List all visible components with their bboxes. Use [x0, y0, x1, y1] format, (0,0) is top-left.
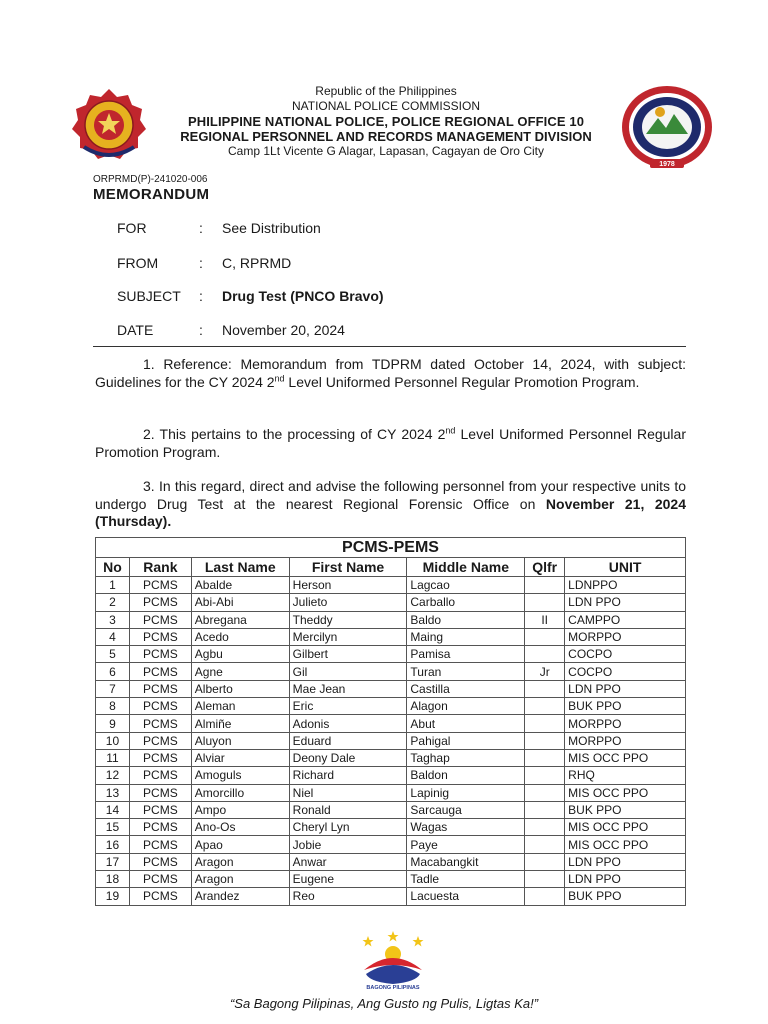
middle-name-cell: Maing	[407, 628, 525, 645]
first-name-cell: Adonis	[289, 715, 407, 732]
last-name-cell: Amorcillo	[191, 784, 289, 801]
middle-name-cell: Carballo	[407, 594, 525, 611]
letterhead-office: PHILIPPINE NATIONAL POLICE, POLICE REGIONAL OFFICE 10	[187, 114, 585, 129]
table-row	[96, 698, 686, 715]
table-row	[96, 836, 686, 853]
qualifier-cell	[525, 680, 565, 697]
table-row	[96, 767, 686, 784]
table-row	[96, 801, 686, 818]
first-name-cell: Gilbert	[289, 646, 407, 663]
first-name-cell: Theddy	[289, 611, 407, 628]
table-row	[96, 853, 686, 870]
rank-cell: PCMS	[129, 663, 191, 680]
last-name-cell: Acedo	[191, 628, 289, 645]
paragraph-2-text-b: Level Uniformed Personnel Regular Promotion Program.	[95, 426, 686, 460]
last-name-cell: Alberto	[191, 680, 289, 697]
qualifier-cell	[525, 784, 565, 801]
table-body	[96, 577, 686, 906]
last-name-cell: Amoguls	[191, 767, 289, 784]
middle-name-cell: Tadle	[407, 871, 525, 888]
first-name-cell: Eugene	[289, 871, 407, 888]
unit-cell: MORPPO	[565, 732, 686, 749]
middle-name-cell: Lacuesta	[407, 888, 525, 905]
subject-label: SUBJECT	[117, 288, 181, 304]
middle-name-cell: Taghap	[407, 749, 525, 766]
last-name-cell: Aleman	[191, 698, 289, 715]
row-number-cell: 1	[96, 577, 130, 594]
middle-name-cell: Baldo	[407, 611, 525, 628]
qualifier-cell	[525, 732, 565, 749]
first-name-cell: Herson	[289, 577, 407, 594]
column-header: UNIT	[565, 558, 686, 577]
unit-cell: BUK PPO	[565, 888, 686, 905]
middle-name-cell: Abut	[407, 715, 525, 732]
row-number-cell: 2	[96, 594, 130, 611]
table-row	[96, 819, 686, 836]
table-row	[96, 611, 686, 628]
table-row	[96, 784, 686, 801]
last-name-cell: Aluyon	[191, 732, 289, 749]
header-divider	[93, 346, 686, 347]
unit-cell: LDNPPO	[565, 577, 686, 594]
reference-code: ORPRMD(P)-241020-006	[93, 174, 208, 185]
rank-cell: PCMS	[129, 680, 191, 697]
subject-colon: :	[199, 288, 203, 304]
first-name-cell: Eric	[289, 698, 407, 715]
row-number-cell: 11	[96, 749, 130, 766]
seal-year: 1978	[659, 161, 675, 168]
unit-cell: LDN PPO	[565, 853, 686, 870]
table-title: PCMS-PEMS	[96, 538, 686, 558]
rank-cell: PCMS	[129, 871, 191, 888]
rank-cell: PCMS	[129, 853, 191, 870]
qualifier-cell	[525, 888, 565, 905]
middle-name-cell: Turan	[407, 663, 525, 680]
row-number-cell: 13	[96, 784, 130, 801]
table-row	[96, 628, 686, 645]
qualifier-cell	[525, 801, 565, 818]
qualifier-cell: II	[525, 611, 565, 628]
column-header: No	[96, 558, 130, 577]
unit-cell: CAMPPO	[565, 611, 686, 628]
last-name-cell: Aragon	[191, 853, 289, 870]
table-row	[96, 646, 686, 663]
middle-name-cell: Pahigal	[407, 732, 525, 749]
rank-cell: PCMS	[129, 646, 191, 663]
bagong-pilipinas-logo-icon	[356, 930, 430, 990]
rank-cell: PCMS	[129, 698, 191, 715]
qualifier-cell	[525, 577, 565, 594]
footer-slogan: “Sa Bagong Pilipinas, Ang Gusto ng Pulis, Ligtas Ka!”	[229, 996, 539, 1011]
table-header-row	[96, 558, 686, 577]
qualifier-cell	[525, 749, 565, 766]
column-header: Rank	[129, 558, 191, 577]
table-row	[96, 749, 686, 766]
unit-cell: RHQ	[565, 767, 686, 784]
unit-cell: MIS OCC PPO	[565, 836, 686, 853]
middle-name-cell: Alagon	[407, 698, 525, 715]
row-number-cell: 15	[96, 819, 130, 836]
rank-cell: PCMS	[129, 801, 191, 818]
unit-cell: LDN PPO	[565, 680, 686, 697]
first-name-cell: Niel	[289, 784, 407, 801]
qualifier-cell	[525, 646, 565, 663]
paragraph-2	[95, 426, 686, 461]
row-number-cell: 18	[96, 871, 130, 888]
first-name-cell: Anwar	[289, 853, 407, 870]
unit-cell: MORPPO	[565, 628, 686, 645]
date-colon: :	[199, 322, 203, 338]
row-number-cell: 12	[96, 767, 130, 784]
middle-name-cell: Macabangkit	[407, 853, 525, 870]
qualifier-cell	[525, 871, 565, 888]
from-colon: :	[199, 255, 203, 271]
middle-name-cell: Wagas	[407, 819, 525, 836]
middle-name-cell: Baldon	[407, 767, 525, 784]
rank-cell: PCMS	[129, 715, 191, 732]
for-label: FOR	[117, 220, 147, 236]
for-colon: :	[199, 220, 203, 236]
rank-cell: PCMS	[129, 819, 191, 836]
from-value: C, RPRMD	[222, 255, 292, 271]
first-name-cell: Mercilyn	[289, 628, 407, 645]
first-name-cell: Deony Dale	[289, 749, 407, 766]
row-number-cell: 9	[96, 715, 130, 732]
unit-cell: MIS OCC PPO	[565, 749, 686, 766]
pnp-seal-icon	[70, 87, 148, 165]
middle-name-cell: Castilla	[407, 680, 525, 697]
first-name-cell: Gil	[289, 663, 407, 680]
qualifier-cell	[525, 853, 565, 870]
rank-cell: PCMS	[129, 577, 191, 594]
from-label: FROM	[117, 255, 159, 271]
qualifier-cell	[525, 628, 565, 645]
middle-name-cell: Sarcauga	[407, 801, 525, 818]
rank-cell: PCMS	[129, 732, 191, 749]
row-number-cell: 16	[96, 836, 130, 853]
first-name-cell: Eduard	[289, 732, 407, 749]
last-name-cell: Alviar	[191, 749, 289, 766]
middle-name-cell: Paye	[407, 836, 525, 853]
unit-cell: LDN PPO	[565, 594, 686, 611]
rank-cell: PCMS	[129, 628, 191, 645]
subject-value: Drug Test (PNCO Bravo)	[222, 288, 384, 304]
last-name-cell: Abalde	[191, 577, 289, 594]
row-number-cell: 17	[96, 853, 130, 870]
qualifier-cell	[525, 767, 565, 784]
row-number-cell: 7	[96, 680, 130, 697]
memo-title: MEMORANDUM	[93, 186, 210, 203]
letterhead	[150, 84, 622, 159]
first-name-cell: Julieto	[289, 594, 407, 611]
table-row	[96, 732, 686, 749]
paragraph-1-sup: nd	[274, 372, 285, 383]
rank-cell: PCMS	[129, 749, 191, 766]
row-number-cell: 3	[96, 611, 130, 628]
rank-cell: PCMS	[129, 594, 191, 611]
qualifier-cell	[525, 698, 565, 715]
rank-cell: PCMS	[129, 836, 191, 853]
last-name-cell: Aragon	[191, 871, 289, 888]
table-row	[96, 680, 686, 697]
last-name-cell: Arandez	[191, 888, 289, 905]
letterhead-division: REGIONAL PERSONNEL AND RECORDS MANAGEMENT DIVISION	[180, 129, 592, 144]
unit-cell: MORPPO	[565, 715, 686, 732]
last-name-cell: Abi-Abi	[191, 594, 289, 611]
unit-cell: MIS OCC PPO	[565, 784, 686, 801]
last-name-cell: Almiñe	[191, 715, 289, 732]
row-number-cell: 14	[96, 801, 130, 818]
unit-cell: LDN PPO	[565, 871, 686, 888]
first-name-cell: Richard	[289, 767, 407, 784]
middle-name-cell: Lagcao	[407, 577, 525, 594]
paragraph-3-date: November 21, 2024 (Thursday).	[95, 495, 686, 529]
row-number-cell: 8	[96, 698, 130, 715]
column-header: Last Name	[191, 558, 289, 577]
last-name-cell: Agbu	[191, 646, 289, 663]
rank-cell: PCMS	[129, 611, 191, 628]
qualifier-cell	[525, 836, 565, 853]
rank-cell: PCMS	[129, 784, 191, 801]
letterhead-address: Camp 1Lt Vicente G Alagar, Lapasan, Cagayan de Oro City	[228, 144, 544, 158]
unit-cell: COCPO	[565, 663, 686, 680]
last-name-cell: Agne	[191, 663, 289, 680]
paragraph-3-text: 3. In this regard, direct and advise the following personnel from your respective units to undergo Drug Test at the nearest Regional Forensic Office on	[95, 478, 686, 512]
row-number-cell: 19	[96, 888, 130, 905]
paragraph-1-text-b: Level Uniformed Personnel Regular Promotion Program.	[284, 373, 640, 390]
rank-cell: PCMS	[129, 888, 191, 905]
qualifier-cell	[525, 594, 565, 611]
row-number-cell: 5	[96, 646, 130, 663]
last-name-cell: Abregana	[191, 611, 289, 628]
table-row	[96, 663, 686, 680]
row-number-cell: 10	[96, 732, 130, 749]
last-name-cell: Ano-Os	[191, 819, 289, 836]
first-name-cell: Reo	[289, 888, 407, 905]
first-name-cell: Ronald	[289, 801, 407, 818]
personnel-table	[95, 537, 686, 906]
qualifier-cell	[525, 715, 565, 732]
regional-office-seal-icon	[620, 84, 714, 170]
first-name-cell: Cheryl Lyn	[289, 819, 407, 836]
unit-cell: MIS OCC PPO	[565, 819, 686, 836]
paragraph-3	[95, 478, 686, 531]
paragraph-2-sup: nd	[445, 425, 456, 436]
middle-name-cell: Lapinig	[407, 784, 525, 801]
table-row	[96, 577, 686, 594]
last-name-cell: Apao	[191, 836, 289, 853]
letterhead-republic: Republic of the Philippines	[315, 84, 457, 98]
middle-name-cell: Pamisa	[407, 646, 525, 663]
paragraph-2-text-a: 2. This pertains to the processing of CY 2024 2	[143, 426, 446, 442]
row-number-cell: 6	[96, 663, 130, 680]
paragraph-1	[95, 356, 686, 391]
last-name-cell: Ampo	[191, 801, 289, 818]
logo-caption: BAGONG PILIPINAS	[366, 985, 420, 990]
table-row	[96, 871, 686, 888]
row-number-cell: 4	[96, 628, 130, 645]
letterhead-napolcom: NATIONAL POLICE COMMISSION	[291, 99, 481, 113]
column-header: First Name	[289, 558, 407, 577]
rank-cell: PCMS	[129, 767, 191, 784]
for-value: See Distribution	[222, 220, 321, 236]
table-row	[96, 715, 686, 732]
first-name-cell: Mae Jean	[289, 680, 407, 697]
unit-cell: BUK PPO	[565, 801, 686, 818]
first-name-cell: Jobie	[289, 836, 407, 853]
paragraph-1-text-a: 1. Reference: Memorandum from TDPRM dated October 14, 2024, with subject: Guidelines for the CY 2024 2	[95, 356, 686, 390]
column-header: Middle Name	[407, 558, 525, 577]
column-header: Qlfr	[525, 558, 565, 577]
table-row	[96, 888, 686, 905]
qualifier-cell: Jr	[525, 663, 565, 680]
unit-cell: COCPO	[565, 646, 686, 663]
date-value: November 20, 2024	[222, 322, 345, 338]
date-label: DATE	[117, 322, 154, 338]
qualifier-cell	[525, 819, 565, 836]
table-row	[96, 594, 686, 611]
unit-cell: BUK PPO	[565, 698, 686, 715]
